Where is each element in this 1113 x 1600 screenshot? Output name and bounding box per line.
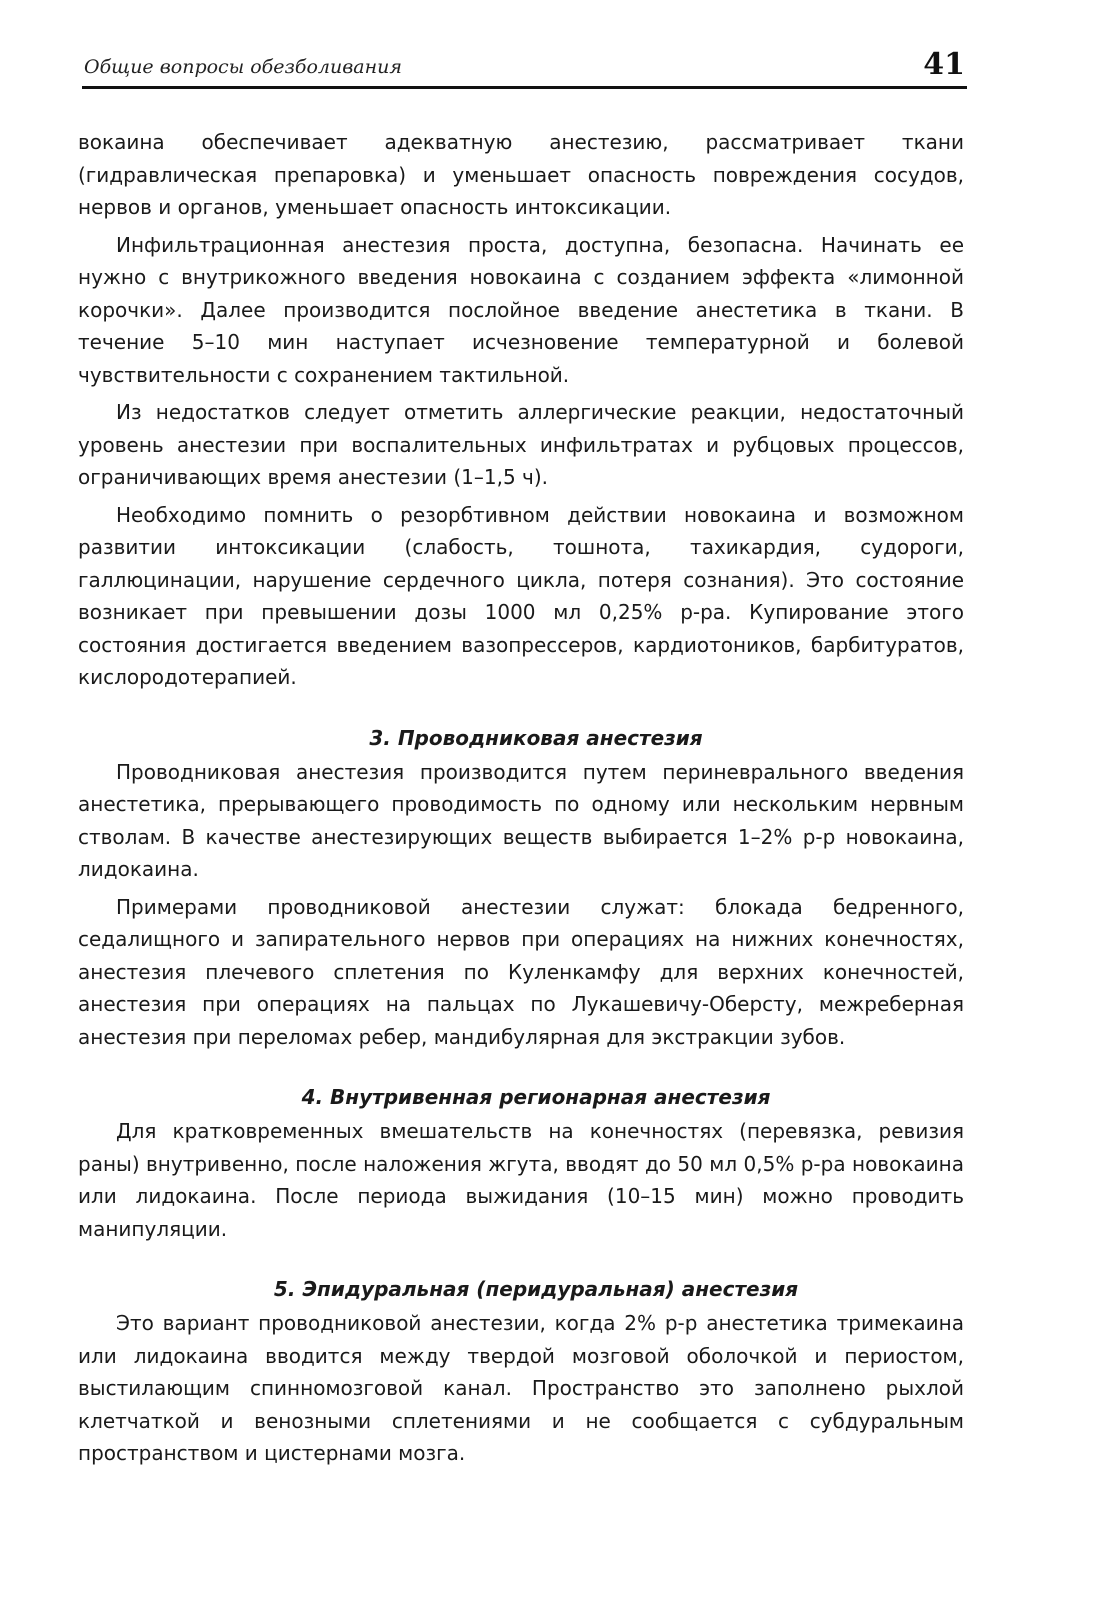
body-text — [78, 126, 964, 1475]
section-heading-intravenous: 4. Внутривенная регионарная анестезия — [301, 1085, 771, 1109]
section-heading-conduction: 3. Проводниковая анестезия — [369, 725, 703, 750]
paragraph-disadvantages: Из недостатков следует отметить аллергические реакции, недостаточный уровень анестезии при воспалительных инфильтратах и рубцовых процессов, ограничивающих время анестезии (1–1,5 ч). — [78, 400, 964, 489]
running-title: Общие вопросы обезболивания — [84, 56, 402, 78]
paragraph-infiltration-anesthesia: Инфильтрационная анестезия проста, доступна, безопасна. Начинать ее нужно с внутрикожного введения новокаина с созданием эффекта «лимонной корочки». Далее производится послойное введение анестетика в ткани. В течение 5–10 мин наступает исчезновение температурной и болевой чувствительности с сохранением тактильной. — [78, 232, 964, 387]
paragraph-intravenous-anesthesia: Для кратковременных вмешательств на конечностях (перевязка, ревизия раны) внутривенно, после наложения жгута, вводят до 50 мл 0,5% р-ра новокаина или лидокаина. После периода выжидания (10–15 мин) можно проводить манипуляции. — [78, 1119, 964, 1241]
paragraph-intoxication: Необходимо помнить о резорбтивном действии новокаина и возможном развитии интоксикации (слабость, тошнота, тахикардия, судороги, галлюцинации, нарушение сердечного цикла, потеря сознания). Это состояние возникает при превышении дозы 1000 мл 0,25% р-ра. Купирование этого состояния достигается введением вазопрессеров, кардиотоников, барбитуратов, кислородотерапией. — [78, 502, 964, 689]
running-header — [82, 40, 967, 89]
paragraph-conduction-anesthesia: Проводниковая анестезия производится путем периневрального введения анестетика, прерывающего проводимость по одному или нескольким нервным стволам. В качестве анестезирующих веществ выбирается 1–2% р-р новокаина, лидокаина. — [78, 759, 964, 881]
section-heading-epidural: 5. Эпидуральная (перидуральная) анестезия — [273, 1277, 799, 1301]
page-number: 41 — [923, 47, 965, 82]
paragraph-conduction-examples: Примерами проводниковой анестезии служат: блокада бедренного, седалищного и запирательного нервов при операциях на нижних конечностях, анестезия плечевого сплетения по Куленкамфу для верхних конечностей, анестезия при операциях на пальцах по Лукашевичу-Оберсту, межреберная анестезия при переломах ребер, мандибулярная для экстракции зубов. — [78, 894, 964, 1049]
paragraph-continuation: вокаина обеспечивает адекватную анестезию, рассматривает ткани (гидравлическая препаровка) и уменьшает опасность повреждения сосудов, нервов и органов, уменьшает опасность интоксикации. — [78, 130, 964, 219]
paragraph-epidural-anesthesia: Это вариант проводниковой анестезии, когда 2% р-р анестетика тримекаина или лидокаина вводится между твердой мозговой оболочкой и периостом, выстилающим спинномозговой канал. Пространство это заполнено рыхлой клетчаткой и венозными сплетениями и не сообщается с субдуральным пространством и цистернами мозга. — [78, 1311, 964, 1465]
